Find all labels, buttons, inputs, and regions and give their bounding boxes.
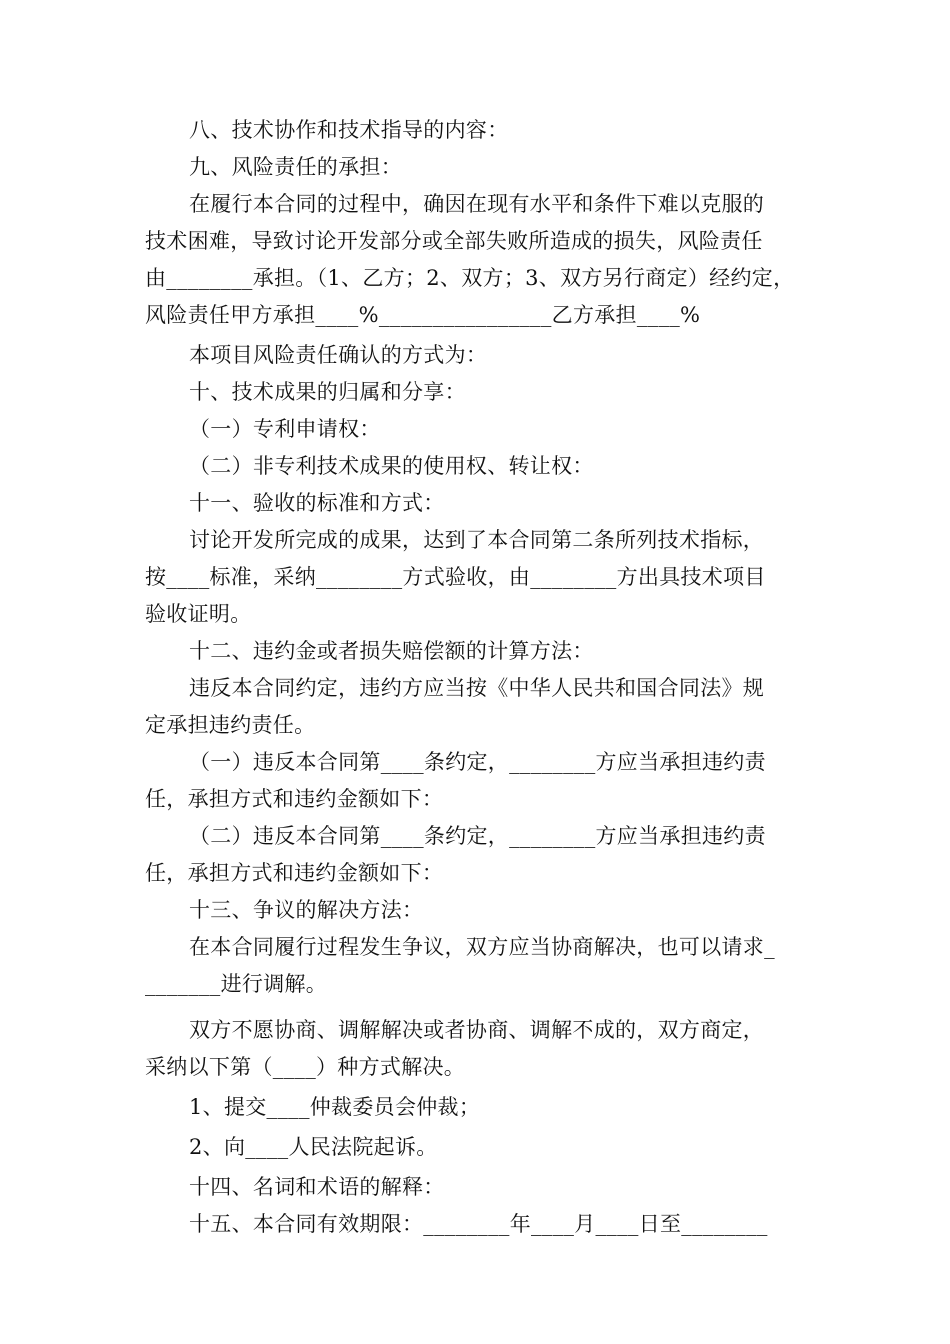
section-12-heading: 十二、违约金或者损失赔偿额的计算方法： [189,639,594,663]
list-item: 2、向____人民法院起诉。 [189,1135,438,1159]
subsection-line: （二）非专利技术成果的使用权、转让权： [189,454,594,478]
paragraph-line: 风险责任甲方承担____%________________乙方承担____% [145,303,701,327]
section-9-heading: 九、风险责任的承担： [189,155,402,179]
paragraph-line: 讨论开发所完成的成果，达到了本合同第二条所列技术指标， [189,528,765,552]
paragraph-line: 由________承担。（1、乙方；2、双方；3、双方另行商定）经约定， [145,266,795,290]
paragraph-line: 双方不愿协商、调解解决或者协商、调解不成的，双方商定， [189,1018,765,1042]
section-15-heading: 十五、本合同有效期限：________年____月____日至________ [189,1212,768,1236]
list-item: 1、提交____仲裁委员会仲裁； [189,1095,481,1119]
paragraph-line: 任，承担方式和违约金额如下： [145,787,444,811]
paragraph-line: 技术困难，导致讨论开发部分或全部失败所造成的损失，风险责任 [145,229,763,253]
paragraph-line: 按____标准，采纳________方式验收，由________方出具技术项目 [145,565,766,589]
paragraph-line: 在本合同履行过程发生争议，双方应当协商解决，也可以请求_ [189,935,775,959]
section-10-heading: 十、技术成果的归属和分享： [189,380,466,404]
paragraph-line: 采纳以下第（____）种方式解决。 [145,1055,466,1079]
section-14-heading: 十四、名词和术语的解释： [189,1175,445,1199]
paragraph-line: 定承担违约责任。 [145,713,316,737]
paragraph-line: 验收证明。 [145,602,252,626]
subsection-line: （一）违反本合同第____条约定，________方应当承担违约责 [189,750,766,774]
section-13-heading: 十三、争议的解决方法： [189,898,424,922]
paragraph-line: _______进行调解。 [145,972,328,996]
subsection-line: （二）违反本合同第____条约定，________方应当承担违约责 [189,824,766,848]
paragraph-line: 违反本合同约定，违约方应当按《中华人民共和国合同法》规 [189,676,765,700]
subsection-line: （一）专利申请权： [189,417,381,441]
section-11-heading: 十一、验收的标准和方式： [189,491,445,515]
section-8-heading: 八、技术协作和技术指导的内容： [189,118,509,142]
paragraph-line: 本项目风险责任确认的方式为： [189,343,488,367]
paragraph-line: 任，承担方式和违约金额如下： [145,861,444,885]
paragraph-line: 在履行本合同的过程中，确因在现有水平和条件下难以克服的 [189,192,765,216]
